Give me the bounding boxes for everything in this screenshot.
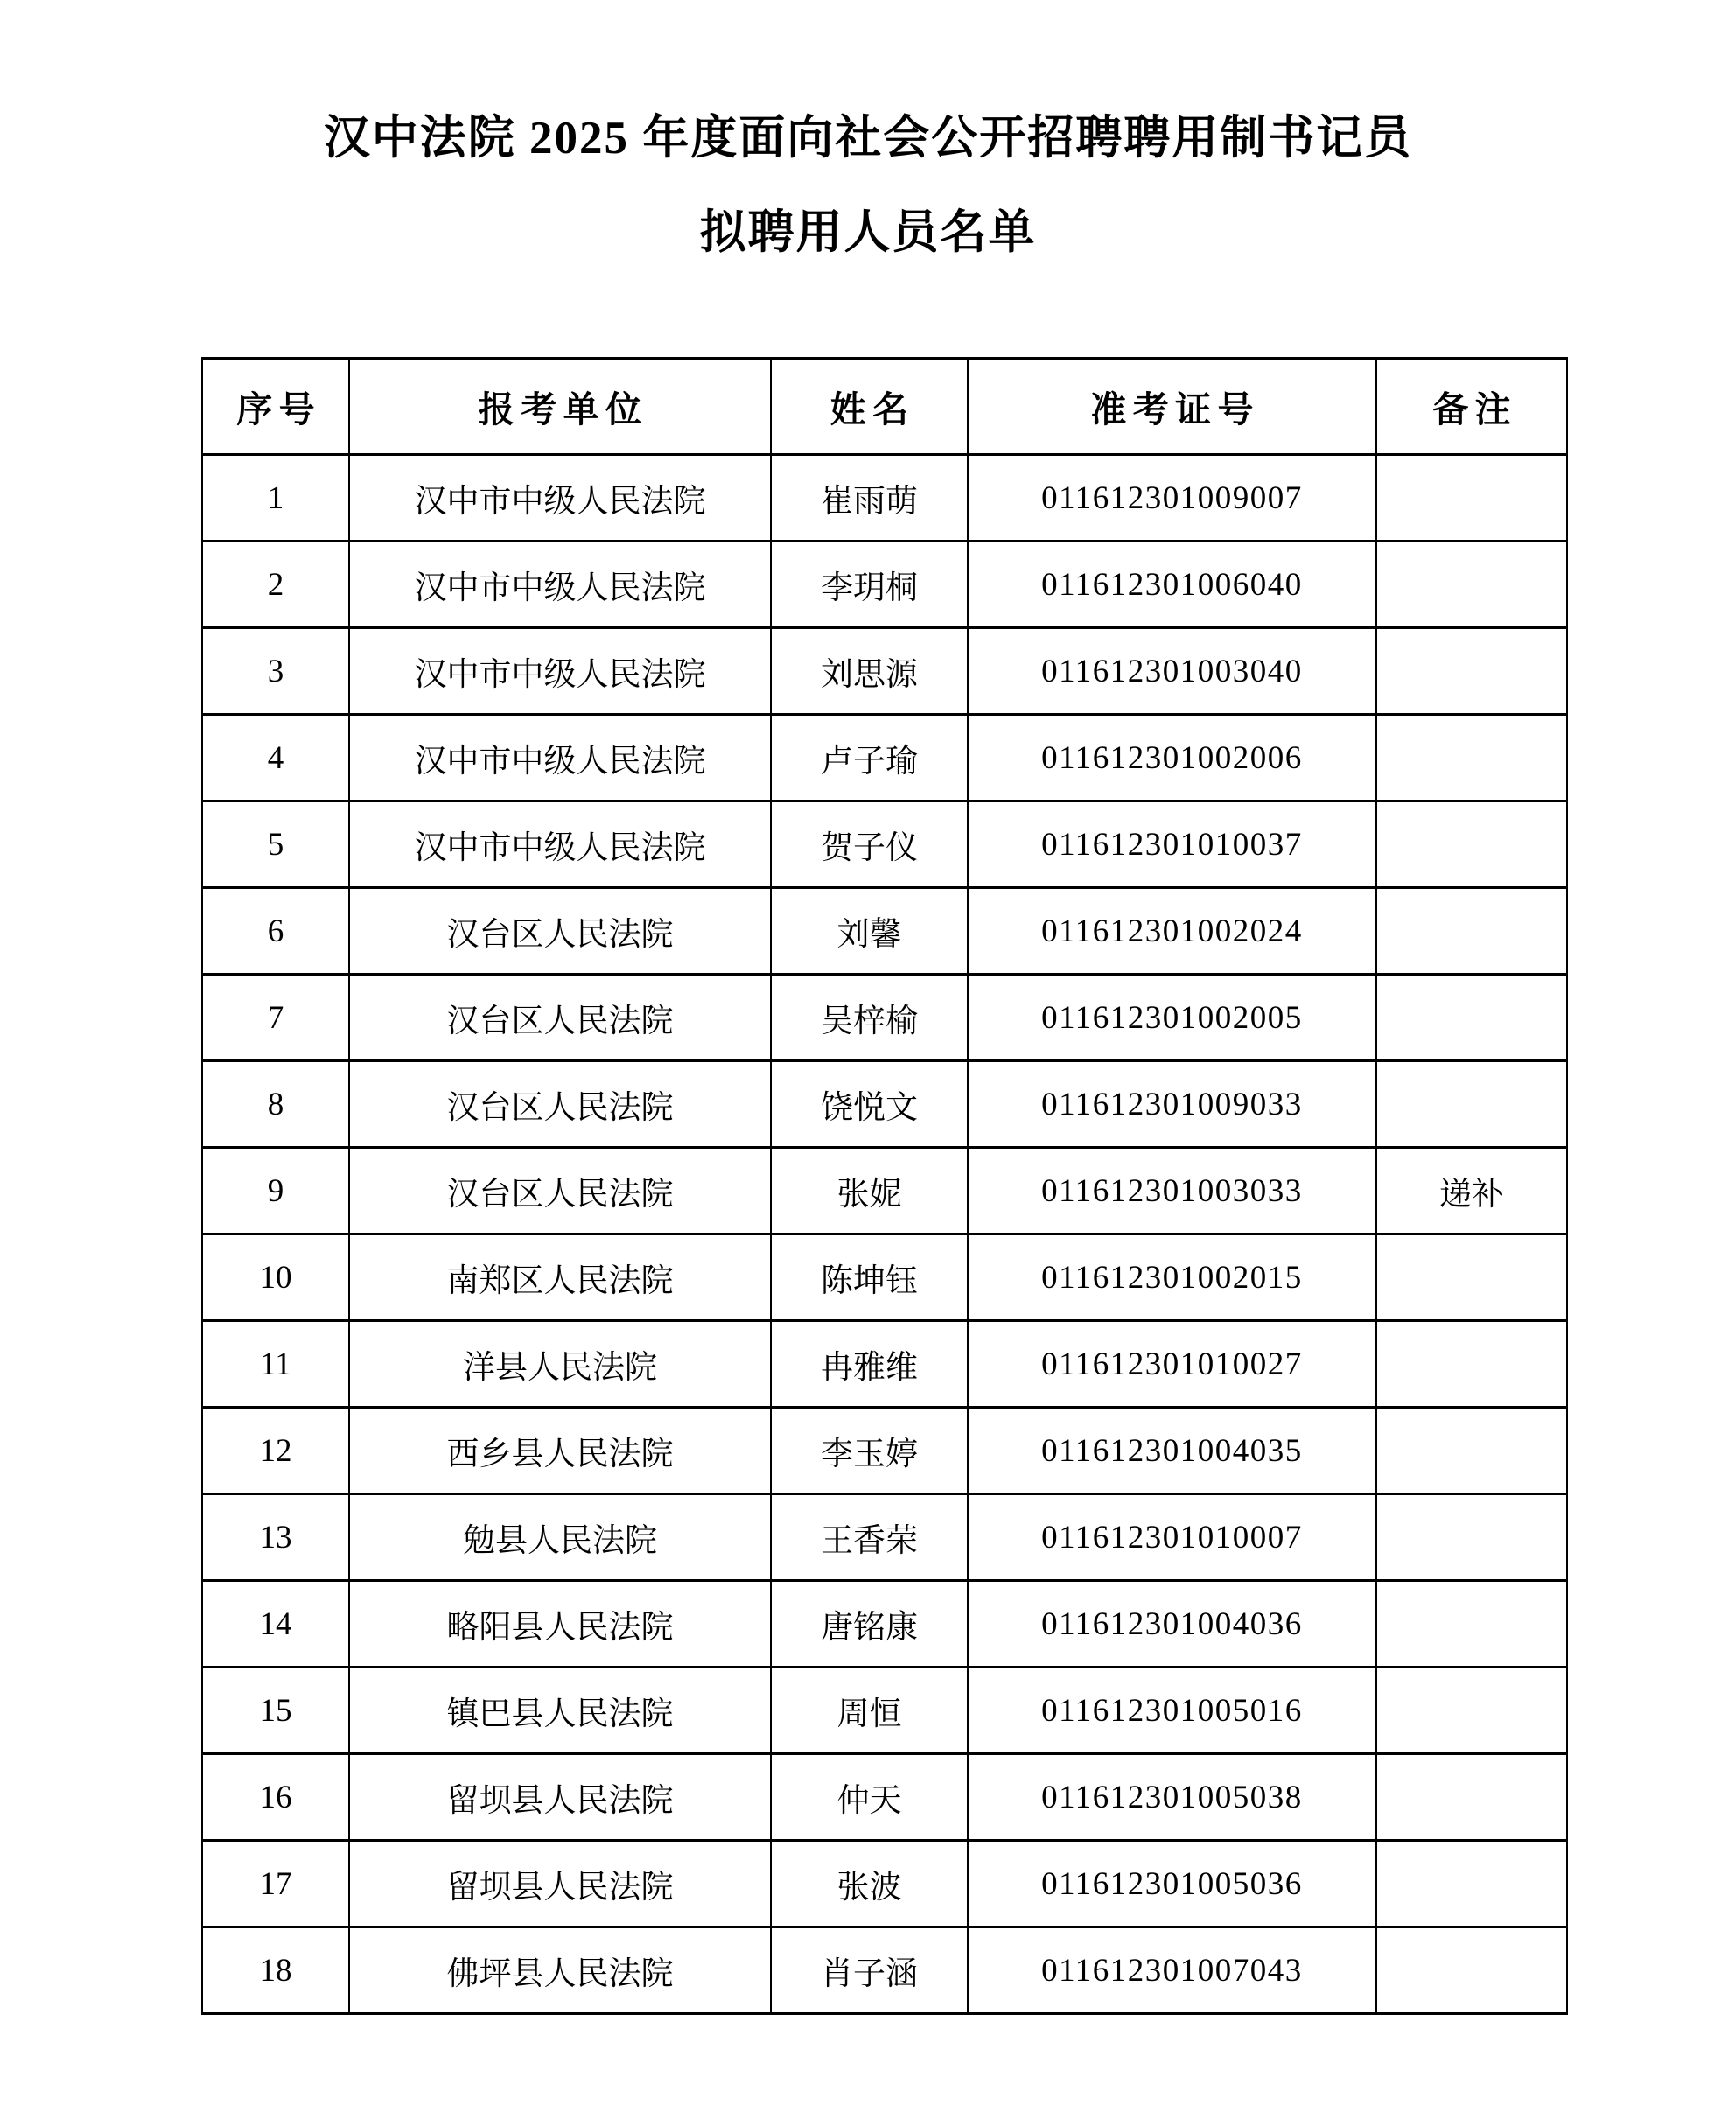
cell-remark — [1376, 888, 1567, 975]
cell-name: 吴梓榆 — [771, 975, 968, 1061]
cell-unit: 洋县人民法院 — [349, 1321, 771, 1408]
cell-no: 2 — [202, 542, 349, 628]
cell-ticket: 011612301003033 — [968, 1148, 1376, 1234]
cell-ticket: 011612301004035 — [968, 1408, 1376, 1494]
cell-no: 18 — [202, 1927, 349, 2014]
cell-unit: 镇巴县人民法院 — [349, 1668, 771, 1754]
cell-name: 张波 — [771, 1841, 968, 1927]
table-body — [202, 455, 1567, 2014]
cell-name: 王香荣 — [771, 1494, 968, 1581]
cell-unit: 汉中市中级人民法院 — [349, 542, 771, 628]
cell-remark — [1376, 1494, 1567, 1581]
cell-name: 李玥桐 — [771, 542, 968, 628]
cell-unit: 留坝县人民法院 — [349, 1841, 771, 1927]
cell-no: 13 — [202, 1494, 349, 1581]
table-row — [202, 1668, 1567, 1754]
cell-ticket: 011612301002005 — [968, 975, 1376, 1061]
cell-remark — [1376, 1581, 1567, 1668]
cell-unit: 汉中市中级人民法院 — [349, 628, 771, 715]
cell-no: 5 — [202, 801, 349, 888]
table-header — [202, 359, 1567, 455]
cell-ticket: 011612301002015 — [968, 1234, 1376, 1321]
column-header-name: 姓名 — [771, 359, 968, 455]
cell-name: 崔雨萌 — [771, 455, 968, 542]
cell-remark — [1376, 1754, 1567, 1841]
cell-name: 卢子瑜 — [771, 715, 968, 801]
cell-no: 16 — [202, 1754, 349, 1841]
cell-remark — [1376, 455, 1567, 542]
cell-unit: 汉中市中级人民法院 — [349, 715, 771, 801]
cell-unit: 汉中市中级人民法院 — [349, 801, 771, 888]
hired-personnel-table — [201, 357, 1568, 2015]
cell-ticket: 011612301002024 — [968, 888, 1376, 975]
cell-no: 7 — [202, 975, 349, 1061]
document-title — [0, 0, 1736, 259]
cell-name: 周恒 — [771, 1668, 968, 1754]
cell-name: 刘馨 — [771, 888, 968, 975]
cell-ticket: 011612301003040 — [968, 628, 1376, 715]
cell-ticket: 011612301010037 — [968, 801, 1376, 888]
table-row — [202, 888, 1567, 975]
cell-no: 15 — [202, 1668, 349, 1754]
table-row — [202, 1841, 1567, 1927]
cell-name: 仲天 — [771, 1754, 968, 1841]
cell-no: 11 — [202, 1321, 349, 1408]
cell-ticket: 011612301005038 — [968, 1754, 1376, 1841]
document-title-line2: 拟聘用人员名单 — [699, 207, 1037, 258]
cell-unit: 汉台区人民法院 — [349, 1061, 771, 1148]
cell-ticket: 011612301005016 — [968, 1668, 1376, 1754]
cell-ticket: 011612301002006 — [968, 715, 1376, 801]
table-row — [202, 1408, 1567, 1494]
table-row — [202, 455, 1567, 542]
cell-ticket: 011612301004036 — [968, 1581, 1376, 1668]
cell-name: 贺子仪 — [771, 801, 968, 888]
cell-no: 14 — [202, 1581, 349, 1668]
cell-ticket: 011612301006040 — [968, 542, 1376, 628]
cell-no: 3 — [202, 628, 349, 715]
cell-name: 唐铭康 — [771, 1581, 968, 1668]
document-title-line1: 汉中法院 2025 年度面向社会公开招聘聘用制书记员 — [323, 113, 1413, 164]
cell-no: 8 — [202, 1061, 349, 1148]
cell-no: 9 — [202, 1148, 349, 1234]
cell-ticket: 011612301005036 — [968, 1841, 1376, 1927]
table-row — [202, 1927, 1567, 2014]
cell-unit: 佛坪县人民法院 — [349, 1927, 771, 2014]
cell-remark — [1376, 1927, 1567, 2014]
cell-remark — [1376, 1408, 1567, 1494]
cell-unit: 南郑区人民法院 — [349, 1234, 771, 1321]
cell-ticket: 011612301009007 — [968, 455, 1376, 542]
cell-remark — [1376, 1841, 1567, 1927]
cell-remark — [1376, 1061, 1567, 1148]
table-row — [202, 1321, 1567, 1408]
cell-ticket: 011612301007043 — [968, 1927, 1376, 2014]
cell-remark — [1376, 1668, 1567, 1754]
cell-unit: 汉台区人民法院 — [349, 975, 771, 1061]
table-row — [202, 1581, 1567, 1668]
cell-no: 12 — [202, 1408, 349, 1494]
header-row — [202, 359, 1567, 455]
cell-ticket: 011612301010027 — [968, 1321, 1376, 1408]
table-row — [202, 715, 1567, 801]
cell-unit: 汉中市中级人民法院 — [349, 455, 771, 542]
cell-remark — [1376, 1321, 1567, 1408]
cell-no: 17 — [202, 1841, 349, 1927]
column-header-remark: 备注 — [1376, 359, 1567, 455]
column-header-ticket: 准考证号 — [968, 359, 1376, 455]
column-header-unit: 报考单位 — [349, 359, 771, 455]
cell-unit: 汉台区人民法院 — [349, 1148, 771, 1234]
table-row — [202, 1234, 1567, 1321]
cell-name: 刘思源 — [771, 628, 968, 715]
cell-no: 10 — [202, 1234, 349, 1321]
cell-name: 陈坤钰 — [771, 1234, 968, 1321]
cell-remark — [1376, 715, 1567, 801]
cell-ticket: 011612301010007 — [968, 1494, 1376, 1581]
cell-ticket: 011612301009033 — [968, 1061, 1376, 1148]
table-row — [202, 1061, 1567, 1148]
cell-unit: 汉台区人民法院 — [349, 888, 771, 975]
cell-no: 6 — [202, 888, 349, 975]
column-header-no: 序号 — [202, 359, 349, 455]
cell-unit: 勉县人民法院 — [349, 1494, 771, 1581]
cell-remark — [1376, 628, 1567, 715]
table-row — [202, 975, 1567, 1061]
cell-remark — [1376, 975, 1567, 1061]
cell-unit: 留坝县人民法院 — [349, 1754, 771, 1841]
table-row — [202, 1148, 1567, 1234]
cell-remark — [1376, 542, 1567, 628]
cell-no: 1 — [202, 455, 349, 542]
table-row — [202, 542, 1567, 628]
table-row — [202, 1754, 1567, 1841]
cell-name: 张妮 — [771, 1148, 968, 1234]
cell-name: 饶悦文 — [771, 1061, 968, 1148]
table-row — [202, 628, 1567, 715]
cell-remark: 递补 — [1376, 1148, 1567, 1234]
cell-name: 肖子涵 — [771, 1927, 968, 2014]
cell-remark — [1376, 801, 1567, 888]
table-row — [202, 801, 1567, 888]
cell-unit: 略阳县人民法院 — [349, 1581, 771, 1668]
cell-no: 4 — [202, 715, 349, 801]
cell-name: 李玉婷 — [771, 1408, 968, 1494]
cell-unit: 西乡县人民法院 — [349, 1408, 771, 1494]
cell-name: 冉雅维 — [771, 1321, 968, 1408]
cell-remark — [1376, 1234, 1567, 1321]
table-row — [202, 1494, 1567, 1581]
